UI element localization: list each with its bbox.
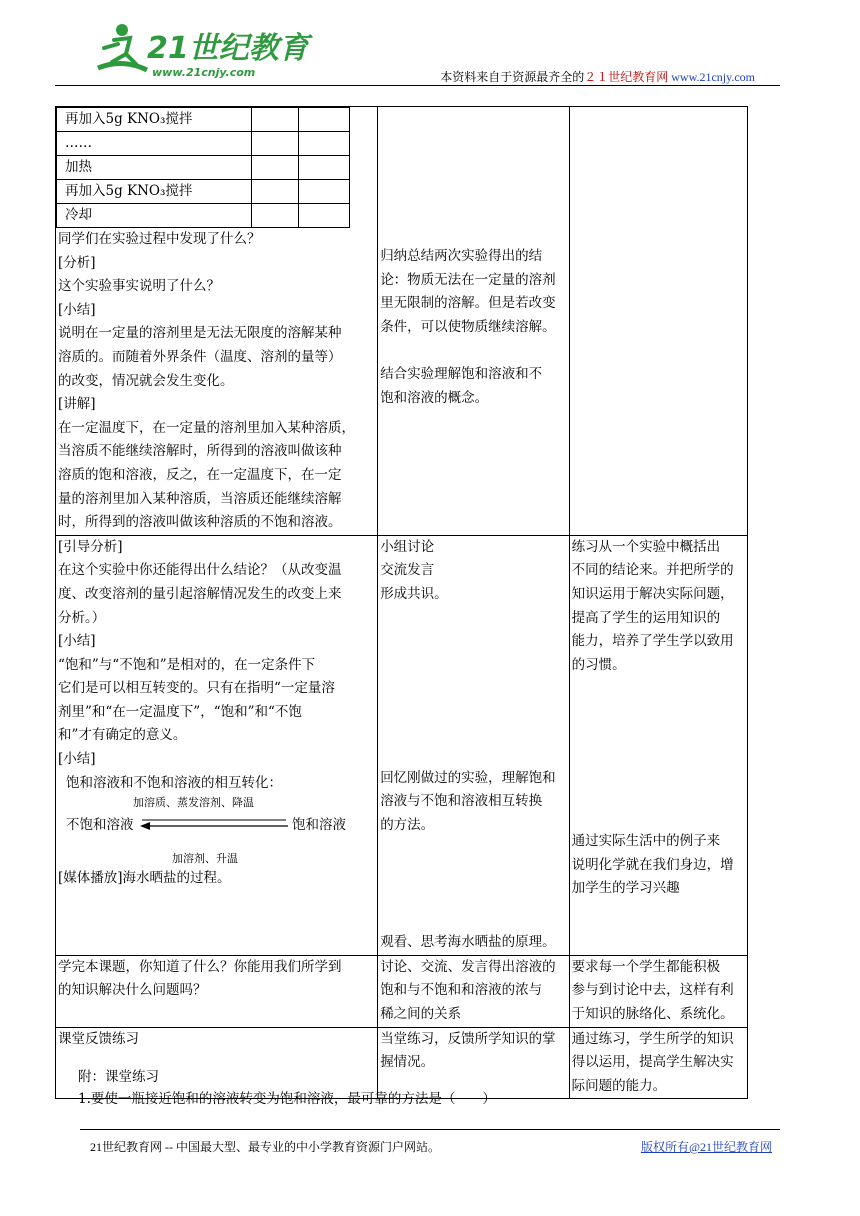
text-line: 溶液与不饱和溶液相互转换: [380, 793, 543, 810]
text-line: [分析]: [58, 254, 96, 271]
text-line: 际问题的能力。: [571, 1077, 667, 1094]
text-line: [小结]: [58, 301, 96, 318]
text-line: 知识运用于解决实际问题，: [571, 585, 734, 602]
text-line: 里无限制的溶解。但是若改变: [380, 295, 556, 312]
text-line: 参与到讨论中去，这样有利: [571, 982, 734, 999]
experiment-step: 再加入5g KNO₃搅拌: [57, 180, 252, 204]
exercise-question: 1.要使一瓶接近饱和的溶液转变为饱和溶液，最可靠的方法是（ ）: [78, 1091, 496, 1107]
text-line: 和”才有确定的意义。: [58, 727, 187, 744]
page-header: [0, 0, 860, 90]
text-line: 握情况。: [380, 1054, 435, 1071]
text-line: 量的溶剂里加入某种溶质，当溶质还能继续溶解: [58, 490, 342, 507]
text-line: 通过练习，学生所学的知识: [571, 1030, 734, 1047]
text-line: 能力，培养了学生学以致用: [571, 633, 734, 650]
text-line: 归纳总结两次实验得出的结: [380, 248, 543, 264]
text-line: 说明在一定量的溶剂里是无法无限度的溶解某种: [58, 325, 342, 342]
footer-rule: [80, 1129, 780, 1130]
header-note: 本资料来自于资源最齐全的２１世纪教育网 www.21cnjy.com: [440, 70, 755, 84]
text-line: 回忆刚做过的实验，理解饱和: [380, 769, 556, 786]
text-line: 的知识解决什么问题吗？: [58, 982, 207, 999]
text-line: [小结]: [58, 633, 96, 650]
appendix-heading: 附：课堂练习: [78, 1069, 159, 1085]
header-site-url[interactable]: www.21cnjy.com: [671, 70, 755, 84]
text-line: [引导分析]: [58, 538, 123, 555]
design-intent-cell: [569, 535, 747, 955]
teacher-activity-cell: [56, 955, 378, 1027]
conversion-title: 饱和溶液和不饱和溶液的相互转化：: [66, 774, 282, 791]
design-intent-cell: [569, 107, 747, 536]
text-line: 于知识的脉络化、系统化。: [571, 1006, 734, 1023]
text-line: 条件，可以使物质继续溶解。: [380, 318, 556, 335]
footer-text: 21世纪教育网 -- 中国最大型、最专业的中小学教育资源门户网站。: [90, 1140, 440, 1154]
text-line: 形成共识。: [380, 585, 448, 602]
table-row: [56, 955, 748, 1027]
lesson-table: [55, 106, 748, 1099]
text-line: [讲解]: [58, 396, 96, 413]
text-line: 的改变，情况就会发生变化。: [58, 372, 234, 389]
text-line: 这个实验事实说明了什么？: [58, 278, 220, 295]
text-line: “饱和”与“不饱和”是相对的，在一定条件下: [58, 656, 316, 673]
teacher-activity-cell: [56, 535, 378, 955]
text-line: 稀之间的关系: [380, 1006, 462, 1023]
text-line: 要求每一个学生都能积极: [571, 958, 721, 975]
text-line: 小组讨论: [380, 538, 435, 555]
text-line: 说明化学就在我们身边，增: [571, 856, 734, 873]
logo-url: www.21cnjy.com: [152, 66, 256, 79]
experiment-table: [56, 107, 350, 228]
text-line: 课堂反馈练习: [58, 1030, 139, 1047]
text-line: 剂里”和“在一定温度下”，“饱和”和“不饱: [58, 703, 302, 720]
experiment-step: ……: [57, 132, 252, 156]
text-line: 溶质的。而随着外界条件（温度、溶剂的量等）: [58, 348, 342, 365]
text-line: 结合实验理解饱和溶液和不: [380, 365, 543, 382]
media-playback: [媒体播放]海水晒盐的过程。: [58, 870, 231, 887]
text-line: 不同的结论来。并把所学的: [571, 562, 734, 579]
text-line: 它们是可以相互转变的。只有在指明“一定量溶: [58, 680, 335, 697]
header-rule: [55, 85, 780, 86]
text-line: 观看、思考海水晒盐的原理。: [380, 934, 556, 951]
saturated-label: 饱和溶液: [292, 817, 346, 834]
text-line: 的习惯。: [571, 656, 626, 673]
arrow-top-label: 加溶质、蒸发溶剂、降温: [133, 796, 254, 810]
table-row: [56, 107, 748, 536]
text-line: 论：物质无法在一定量的溶剂: [380, 271, 556, 288]
text-line: 在这个实验中你还能得出什么结论？（从改变温: [58, 562, 342, 579]
text-line: 饱和溶液的概念。: [380, 389, 489, 406]
text-line: 当溶质不能继续溶解时，所得到的溶液叫做该种: [58, 443, 342, 460]
text-line: 分析。）: [58, 609, 106, 626]
text-line: 讨论、交流、发言得出溶液的: [380, 958, 556, 975]
double-arrow-icon: [140, 817, 290, 831]
student-activity-cell: [378, 107, 569, 536]
text-line: 饱和与不饱和和溶液的浓与: [380, 982, 543, 999]
text-line: 学完本课题，你知道了什么？你能用我们所学到: [58, 958, 342, 975]
student-activity-cell: [378, 535, 569, 955]
text-line: 时，所得到的溶液叫做该种溶质的不饱和溶液。: [58, 514, 342, 531]
text-line: 当堂练习，反馈所学知识的掌: [380, 1030, 556, 1047]
text-line: 提高了学生的运用知识的: [571, 609, 721, 626]
text-line: [小结]: [58, 751, 96, 768]
experiment-step: 再加入5g KNO₃搅拌: [57, 108, 252, 132]
header-site-name: ２１世纪教育网: [584, 70, 669, 84]
text-line: 的方法。: [380, 816, 435, 833]
student-activity-cell: [378, 955, 569, 1027]
design-intent-cell: [569, 1027, 747, 1099]
text-line: 度、改变溶剂的量引起溶解情况发生的改变上来: [58, 585, 342, 602]
footer-copyright-link[interactable]: 版权所有@21世纪教育网: [640, 1140, 772, 1154]
experiment-step: 冷却: [57, 204, 252, 228]
text-line: 交流发言: [380, 562, 435, 579]
arrow-bottom-label: 加溶剂、升温: [172, 852, 238, 866]
text-line: 练习从一个实验中概括出: [571, 538, 721, 555]
design-intent-cell: [569, 955, 747, 1027]
text-line: 得以运用，提高学生解决实: [571, 1054, 734, 1071]
table-row: [56, 535, 748, 955]
text-line: 加学生的学习兴趣: [571, 880, 680, 897]
conversion-diagram: [58, 795, 375, 867]
teacher-activity-cell: [56, 107, 378, 536]
text-line: 通过实际生活中的例子来: [571, 833, 721, 850]
logo-text: 21世纪教育: [147, 31, 309, 66]
unsaturated-label: 不饱和溶液: [66, 817, 134, 834]
site-logo: [92, 18, 309, 84]
text-line: 溶质的饱和溶液，反之，在一定温度下，在一定: [58, 466, 342, 483]
experiment-step: 加热: [57, 156, 252, 180]
text-line: 同学们在实验过程中发现了什么？: [58, 231, 261, 247]
text-line: 在一定温度下，在一定量的溶剂里加入某种溶质，: [58, 419, 355, 436]
